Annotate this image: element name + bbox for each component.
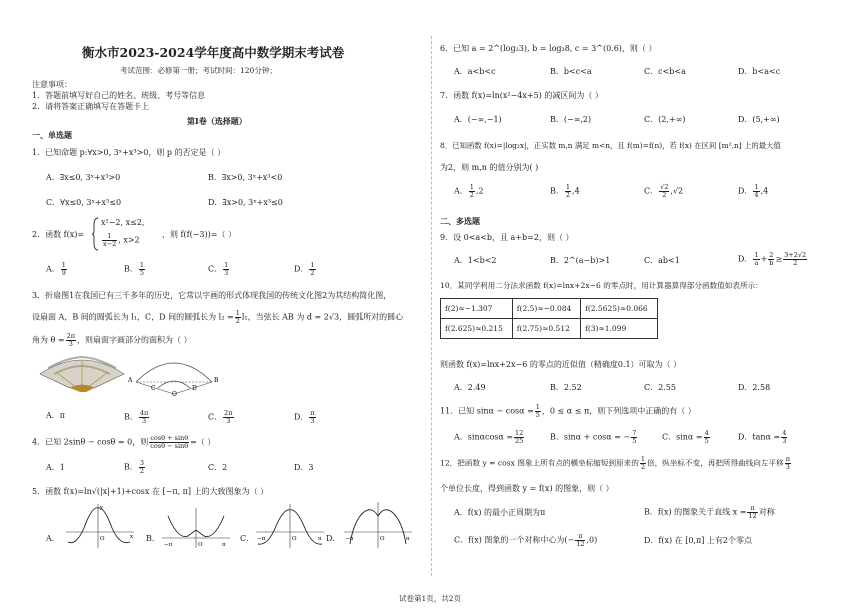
q2-c-label: C．	[208, 264, 223, 274]
q11-b-label: B．sinα + cosα = −	[550, 432, 631, 442]
exam-scope: 考试范围：必修第一册；考试时间：120分钟；	[120, 66, 277, 75]
note-2: 2．请将答案正确填写在答题卡上	[32, 102, 150, 111]
q8-b-den: 2	[565, 191, 571, 199]
q11-b-den: 5	[632, 437, 637, 445]
q4-den: cosθ − sinθ	[150, 442, 189, 450]
q8-a-frac	[469, 184, 475, 199]
q9-d-n3: 3+2√2	[784, 251, 807, 259]
q10-stem: 10．某同学利用二分法求函数 f(x)=lnx+2x−6 的零点时，用计算器算得部分函数值如表所示：	[440, 281, 763, 290]
q4-b-frac	[139, 460, 145, 475]
fig-label-d: D	[192, 385, 197, 392]
q12-option-d: D．f(x) 在 [0,π] 上有2个零点	[644, 536, 752, 545]
q2-b-num: 1	[139, 261, 145, 269]
q11-stem-a: 11．已知 sinα − cosα =	[440, 406, 534, 416]
q4-option-b	[124, 460, 146, 475]
qd-pi: π	[406, 536, 410, 542]
right-column	[440, 0, 840, 608]
q12-b-a: B．f(x) 的图象关于直线 x =	[644, 507, 747, 517]
q11-stem-b: ，0 ≤ α ≤ π，则下列选项中正确的有（ ）	[541, 406, 696, 416]
q8-b-tail: ,4	[572, 186, 580, 196]
q9-option-b: B．2^(a−b)>1	[550, 256, 611, 265]
q2-c-frac	[223, 262, 229, 277]
q9-option-c: C．ab<1	[644, 256, 680, 265]
q5-option-b: B．	[146, 534, 160, 543]
section-single-choice: 一、单选题	[32, 130, 72, 140]
fig-label-b: B	[214, 377, 219, 384]
q2-d-frac	[309, 262, 315, 277]
q5-graph-c	[254, 502, 326, 550]
q6-option-a: A．a<b<c	[454, 67, 496, 76]
qd-o: O	[380, 536, 385, 542]
q5-graph-d	[342, 500, 414, 550]
q9-d-frac1	[753, 252, 759, 267]
q8-b-frac	[565, 184, 571, 199]
q4-option-d: D．3	[294, 463, 314, 472]
q3-d-den: 3	[310, 417, 315, 425]
q11-a-label: A．sinαcosα =	[454, 432, 514, 442]
q12-option-a: A．f(x) 的最小正周期为π	[454, 508, 546, 517]
qc-pi: π	[318, 536, 322, 542]
q3-half-den: 2	[235, 317, 240, 325]
q4-b-label: B．	[124, 462, 138, 472]
q2-case2-den: x−2	[103, 240, 117, 248]
qc-o: O	[292, 536, 297, 542]
q3-b-num: 4π	[139, 409, 149, 417]
q1-stem: 1．已知命题 p:∀x>0, 3ˣ+x³>0，则 p 的否定是（ ）	[32, 148, 226, 157]
qb-o: O	[198, 542, 203, 548]
q2-case2	[101, 233, 140, 248]
table-row	[441, 319, 658, 339]
q6-option-c: C．c<b<a	[644, 67, 686, 76]
fig-label-c: C	[151, 385, 156, 392]
q4-stem-a: 4．已知 2sinθ − cosθ = 0，则	[32, 437, 149, 447]
q2-d-label: D．	[294, 264, 309, 274]
q2-c-den: 3	[224, 269, 229, 277]
q10-after: 则函数 f(x)=lnx+2x−6 的零点的近似值（精确度0.1）可取为（ ）	[440, 360, 682, 369]
q1-option-a: A．∃x≤0, 3ˣ+x³>0	[46, 173, 121, 182]
qd-negpi: −π	[345, 536, 354, 542]
q8-a-num: 1	[469, 183, 474, 191]
q7-option-d: D．(5,+∞)	[738, 115, 780, 124]
q9-d-n2: 2	[769, 251, 774, 259]
q3-theta	[66, 333, 76, 348]
q11-d-label: D．tanα =	[738, 432, 781, 442]
q11-b-frac	[631, 430, 637, 445]
q2-prefix: 2．函数 f(x)=	[32, 230, 85, 239]
q12-shift	[785, 456, 791, 471]
table-cell: f(2.5625)≈0.066	[581, 299, 658, 319]
part1-title: 第I卷（选择题）	[187, 116, 247, 126]
q3-line3a: 角为 θ =	[32, 335, 65, 345]
q6-option-b: B．b<c<a	[550, 67, 592, 76]
q12-line1	[440, 456, 792, 471]
q7-stem: 7．函数 f(x)=ln(x²−4x+5) 的减区间为（ ）	[440, 91, 603, 100]
q12-shift-num: π	[785, 455, 790, 463]
q2-d-num: 1	[310, 261, 315, 269]
q12-b-frac	[747, 505, 757, 520]
q3-d-frac	[309, 410, 315, 425]
q3-b-frac	[139, 410, 149, 425]
q8-d-frac	[753, 184, 759, 199]
qc-negpi: −π	[257, 536, 266, 542]
q8-d-num: 1	[754, 183, 759, 191]
q8-a-tail: ,2	[475, 186, 484, 196]
q8-c-tail: ,√2	[670, 186, 684, 196]
q2-b-label: B．	[124, 264, 138, 274]
q8-a-den: 2	[469, 191, 474, 199]
q8-line2: 为2，则 m,n 的值分别为( )	[440, 163, 539, 172]
q12-c-b: ,0)	[586, 535, 598, 545]
q4-stem-b: =（ ）	[190, 437, 216, 447]
q11-d-den: 3	[782, 437, 787, 445]
q3-c-den: 3	[226, 417, 231, 425]
q12-b-num: π	[747, 505, 757, 513]
q2-case2-num: 1	[102, 233, 117, 241]
fig-label-o: O	[172, 391, 177, 396]
q2-b-den: 5	[139, 269, 145, 277]
q10-option-b: B．2.52	[550, 383, 582, 392]
q2-option-a	[46, 262, 68, 277]
left-column	[32, 0, 424, 608]
q8-d-tail: ,4	[760, 186, 769, 196]
table-cell: f(2.5)≈−0.084	[512, 299, 580, 319]
q3-theta-num: 2π	[66, 332, 76, 340]
q11-option-a	[454, 430, 525, 445]
q12-c-num: π	[575, 533, 585, 541]
q8-option-b	[550, 184, 580, 199]
q5-option-a: A．	[46, 534, 60, 543]
q8-option-d	[738, 184, 768, 199]
fan-structure-figure	[124, 352, 224, 396]
q11-c-frac	[704, 430, 710, 445]
q9-stem: 9．设 0<a<b，且 a+b=2，则（ ）	[440, 233, 574, 242]
q2-d-den: 2	[310, 269, 315, 277]
q11-b-num: 7	[632, 429, 637, 437]
q3-c-label: C．	[208, 412, 223, 422]
q2-c-num: 1	[224, 261, 229, 269]
table-cell: f(2.625)≈0.215	[441, 319, 513, 339]
q11-frac	[535, 404, 541, 419]
q3-half-num: 1	[235, 309, 240, 317]
q8-d-label: D．	[738, 186, 753, 196]
q3-theta-den: 3	[68, 340, 73, 348]
q2-case2-cond: , x>2	[118, 235, 140, 245]
q11-c-den: 5	[704, 437, 709, 445]
q4-num: cosθ + sinθ	[150, 434, 189, 442]
q11-den: 5	[535, 411, 540, 419]
q6-option-d: D．b<a<c	[738, 67, 781, 76]
q9-d-d2: b	[769, 259, 774, 267]
q11-option-d	[738, 430, 788, 445]
q8-d-den: 4	[754, 191, 759, 199]
q2-a-num: 1	[61, 261, 66, 269]
q2-a-den: 9	[61, 269, 66, 277]
q12-shift-den: 3	[785, 463, 790, 471]
q3-line3	[32, 333, 192, 348]
q8-option-a	[454, 184, 484, 199]
q4-frac	[149, 435, 189, 450]
q12-line1a: 12．把函数 y = cosx 图象上所有点的横坐标缩短到原来的	[440, 458, 639, 468]
table-cell: f(2.75)≈0.512	[512, 319, 580, 339]
q9-d-frac2	[768, 252, 774, 267]
q3-b-label: B．	[124, 412, 138, 422]
q9-d-plus: +	[760, 254, 768, 264]
table-cell: f(2)≈−1.307	[441, 299, 513, 319]
q4-b-num: 3	[139, 459, 145, 467]
q8-b-label: B．	[550, 186, 564, 196]
q12-half	[640, 456, 646, 471]
q10-option-d: D．2.58	[738, 383, 771, 392]
section-multiple-choice: 二、多选题	[440, 216, 480, 226]
q8-a-label: A．	[454, 186, 468, 196]
q7-option-c: C．(2,+∞)	[644, 115, 686, 124]
table-row	[441, 299, 658, 319]
q2-case2-fraction	[102, 233, 117, 248]
q12-c-den: 12	[576, 540, 585, 548]
q5-graph-a	[64, 502, 136, 550]
q9-option-a: A．1<b<2	[454, 256, 497, 265]
q2-option-b	[124, 262, 146, 277]
q9-d-frac3	[783, 252, 807, 267]
q3-half	[235, 310, 241, 325]
q3-option-b	[124, 410, 150, 425]
notes-heading: 注意事项：	[32, 80, 72, 89]
q5-graph-b	[160, 506, 232, 550]
q11-d-num: 4	[782, 429, 787, 437]
q2-option-c	[208, 262, 230, 277]
q10-option-a: A．2.49	[454, 383, 486, 392]
q3-line2	[32, 310, 403, 325]
note-1: 1．答题前填写好自己的姓名、班级、考号等信息	[32, 91, 206, 100]
q11-c-label: C．sinα =	[662, 432, 703, 442]
fig-label-a: A	[128, 377, 133, 384]
table-cell: f(3)≈1.099	[581, 319, 658, 339]
q12-c-frac	[575, 533, 585, 548]
q12-line1b: 倍，纵坐标不变，再把所得曲线向左平移	[647, 458, 784, 468]
q11-c-num: 4	[704, 429, 709, 437]
q8-line1: 8．已知函数 f(x)=|log₂x|，正实数 m,n 满足 m<n，且 f(m)=f(n)，若 f(x) 在区间 [m²,n] 上的最大值	[440, 141, 781, 150]
q4-b-den: 2	[139, 467, 145, 475]
folding-fan-figure	[36, 352, 128, 394]
q11-stem	[440, 404, 696, 419]
q2-brace	[92, 217, 100, 251]
q11-option-b	[550, 430, 638, 445]
function-value-table	[440, 298, 658, 339]
q9-d-d1: a	[754, 259, 759, 267]
q12-option-c	[454, 533, 597, 548]
q8-c-num: √2	[660, 183, 669, 191]
q2-option-d	[294, 262, 317, 277]
q4-option-c: C．2	[208, 463, 228, 472]
exam-title: 衡水市2023-2024学年度高中数学期末考试卷	[82, 45, 345, 60]
q1-option-c: C．∀x≤0, 3ˣ+x³≤0	[46, 198, 122, 207]
q2-case1: x²−2, x≤2,	[101, 218, 145, 227]
q9-option-d	[738, 252, 808, 267]
q3-line3b: ，则扇面字画部分的面积为（ ）	[77, 335, 192, 345]
q2-a-label: A．	[46, 264, 60, 274]
q3-option-a: A．π	[46, 411, 66, 420]
q3-option-c	[208, 410, 235, 425]
qa-x: x	[130, 534, 134, 540]
q6-stem: 6．已知 a = 2^(log₂3), b = log₃8, c = 3^(0.6)，则（ ）	[440, 44, 657, 53]
q10-option-c: C．2.55	[644, 383, 676, 392]
q11-option-c	[662, 430, 711, 445]
q2-b-frac	[139, 262, 145, 277]
q9-d-ge: ≥	[775, 254, 783, 264]
qb-pi: π	[222, 542, 226, 548]
q3-line1: 3．折扇图1在我国已有三千多年的历史，它常以字画的形式体现我国的传统文化图2为其结构简化图，	[32, 291, 392, 300]
q11-a-frac	[514, 430, 524, 445]
q7-option-b: B．(−∞,2)	[550, 115, 592, 124]
q12-c-a: C．f(x) 图象的一个对称中心为(−	[454, 535, 575, 545]
q9-d-label: D．	[738, 254, 753, 264]
q12-line2: 个单位长度，得到函数 y = f(x) 的图象，则（ ）	[440, 484, 614, 493]
q3-d-num: π	[310, 409, 315, 417]
q1-option-b: B．∃x>0, 3ˣ+x³<0	[208, 173, 283, 182]
q3-c-num: 2π	[224, 409, 233, 417]
q3-b-den: 3	[142, 417, 147, 425]
q4-option-a: A．1	[46, 463, 65, 472]
q2-suffix: ，则 f(f(−3))=（ ）	[162, 230, 236, 239]
q8-option-c	[644, 184, 683, 199]
q12-b-b: 对称	[758, 507, 775, 517]
q8-c-label: C．	[644, 186, 659, 196]
q5-stem: 5．函数 f(x)=ln√(|x|+1)+cosx 在 [−π, π] 上的大致图象为（ ）	[32, 487, 269, 496]
q9-d-d3: 2	[793, 259, 798, 267]
qb-negpi: −π	[164, 542, 173, 548]
q11-a-num: 12	[515, 429, 524, 437]
q12-b-den: 12	[748, 512, 757, 520]
q8-b-num: 1	[565, 183, 571, 191]
q3-c-frac	[223, 410, 233, 425]
q12-option-b	[644, 505, 775, 520]
q3-line2b: l₁，当弦长 AB 为 d = 2√3，圆弧所对的圆心	[241, 312, 404, 322]
q12-half-den: 2	[640, 463, 645, 471]
q11-d-frac	[781, 430, 787, 445]
q11-a-den: 25	[515, 437, 524, 445]
q3-option-d	[294, 410, 317, 425]
qa-o: O	[100, 536, 105, 542]
q8-c-frac	[659, 184, 669, 199]
q3-line2a: 设扇面 A，B 间的圆弧长为 l₁，C，D 间的圆弧长为 l₂ =	[32, 312, 234, 322]
q2-a-frac	[61, 262, 67, 277]
q5-option-c: C．	[240, 534, 255, 543]
q12-half-num: 1	[640, 455, 645, 463]
q9-d-n1: 1	[754, 251, 759, 259]
column-divider	[431, 36, 432, 576]
q7-option-a: A．(−∞,−1)	[454, 115, 502, 124]
page-footer: 试卷第1页，共2页	[398, 594, 462, 603]
q8-c-den: 2	[662, 191, 667, 199]
q4-stem	[32, 435, 215, 450]
qa-y: y	[100, 505, 104, 511]
q11-num: 1	[535, 403, 540, 411]
q1-option-d: D．∃x>0, 3ˣ+x³≤0	[208, 198, 283, 207]
q5-option-d: D．	[326, 534, 341, 543]
q3-d-label: D．	[294, 412, 309, 422]
